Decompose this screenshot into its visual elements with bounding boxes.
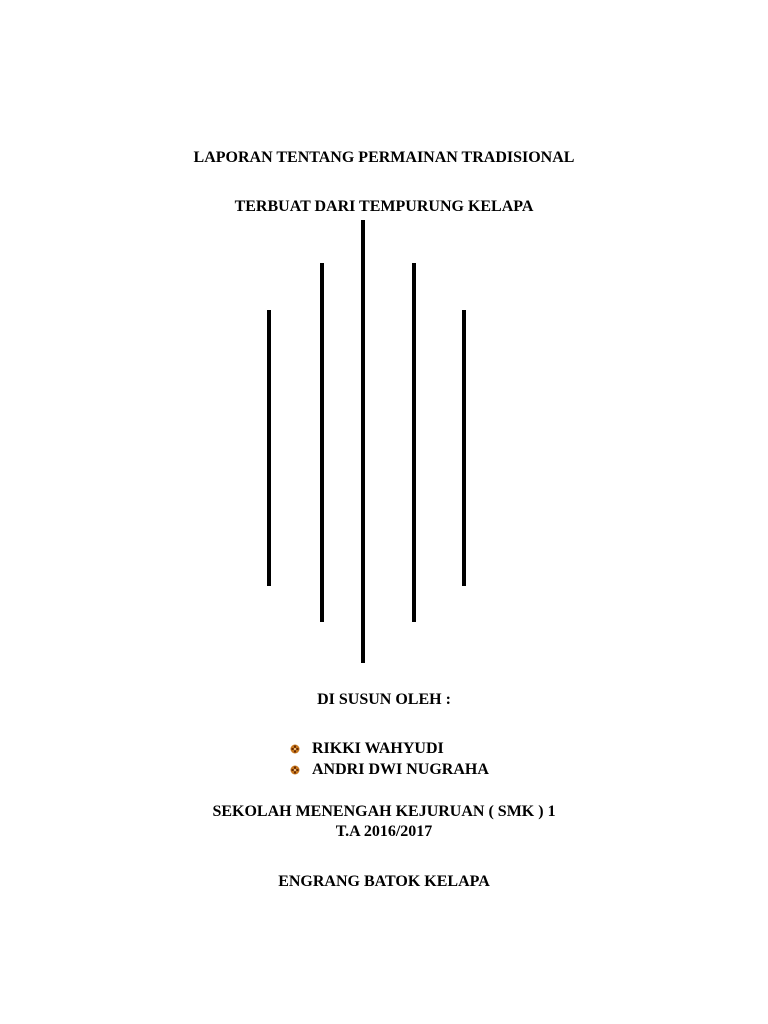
gear-bullet-icon	[290, 744, 300, 754]
author-item	[290, 739, 444, 759]
report-title: LAPORAN TENTANG PERMAINAN TRADISIONAL	[193, 149, 575, 166]
author-item	[290, 760, 489, 780]
decorative-bar-inner-left	[320, 263, 324, 622]
report-subtitle: TERBUAT DARI TEMPURUNG KELAPA	[234, 198, 534, 215]
author-name: RIKKI WAHYUDI	[312, 740, 444, 757]
author-name: ANDRI DWI NUGRAHA	[312, 761, 489, 778]
school-name: SEKOLAH MENENGAH KEJURUAN ( SMK ) 1	[212, 803, 556, 820]
decorative-bar-outer-left	[267, 310, 271, 586]
decorative-bar-center	[361, 220, 365, 663]
compiled-by-label: DI SUSUN OLEH :	[317, 691, 451, 708]
closing-title: ENGRANG BATOK KELAPA	[278, 873, 490, 890]
gear-bullet-icon	[290, 765, 300, 775]
academic-year: T.A 2016/2017	[335, 823, 433, 840]
decorative-bar-inner-right	[412, 263, 416, 622]
decorative-bar-outer-right	[462, 310, 466, 586]
